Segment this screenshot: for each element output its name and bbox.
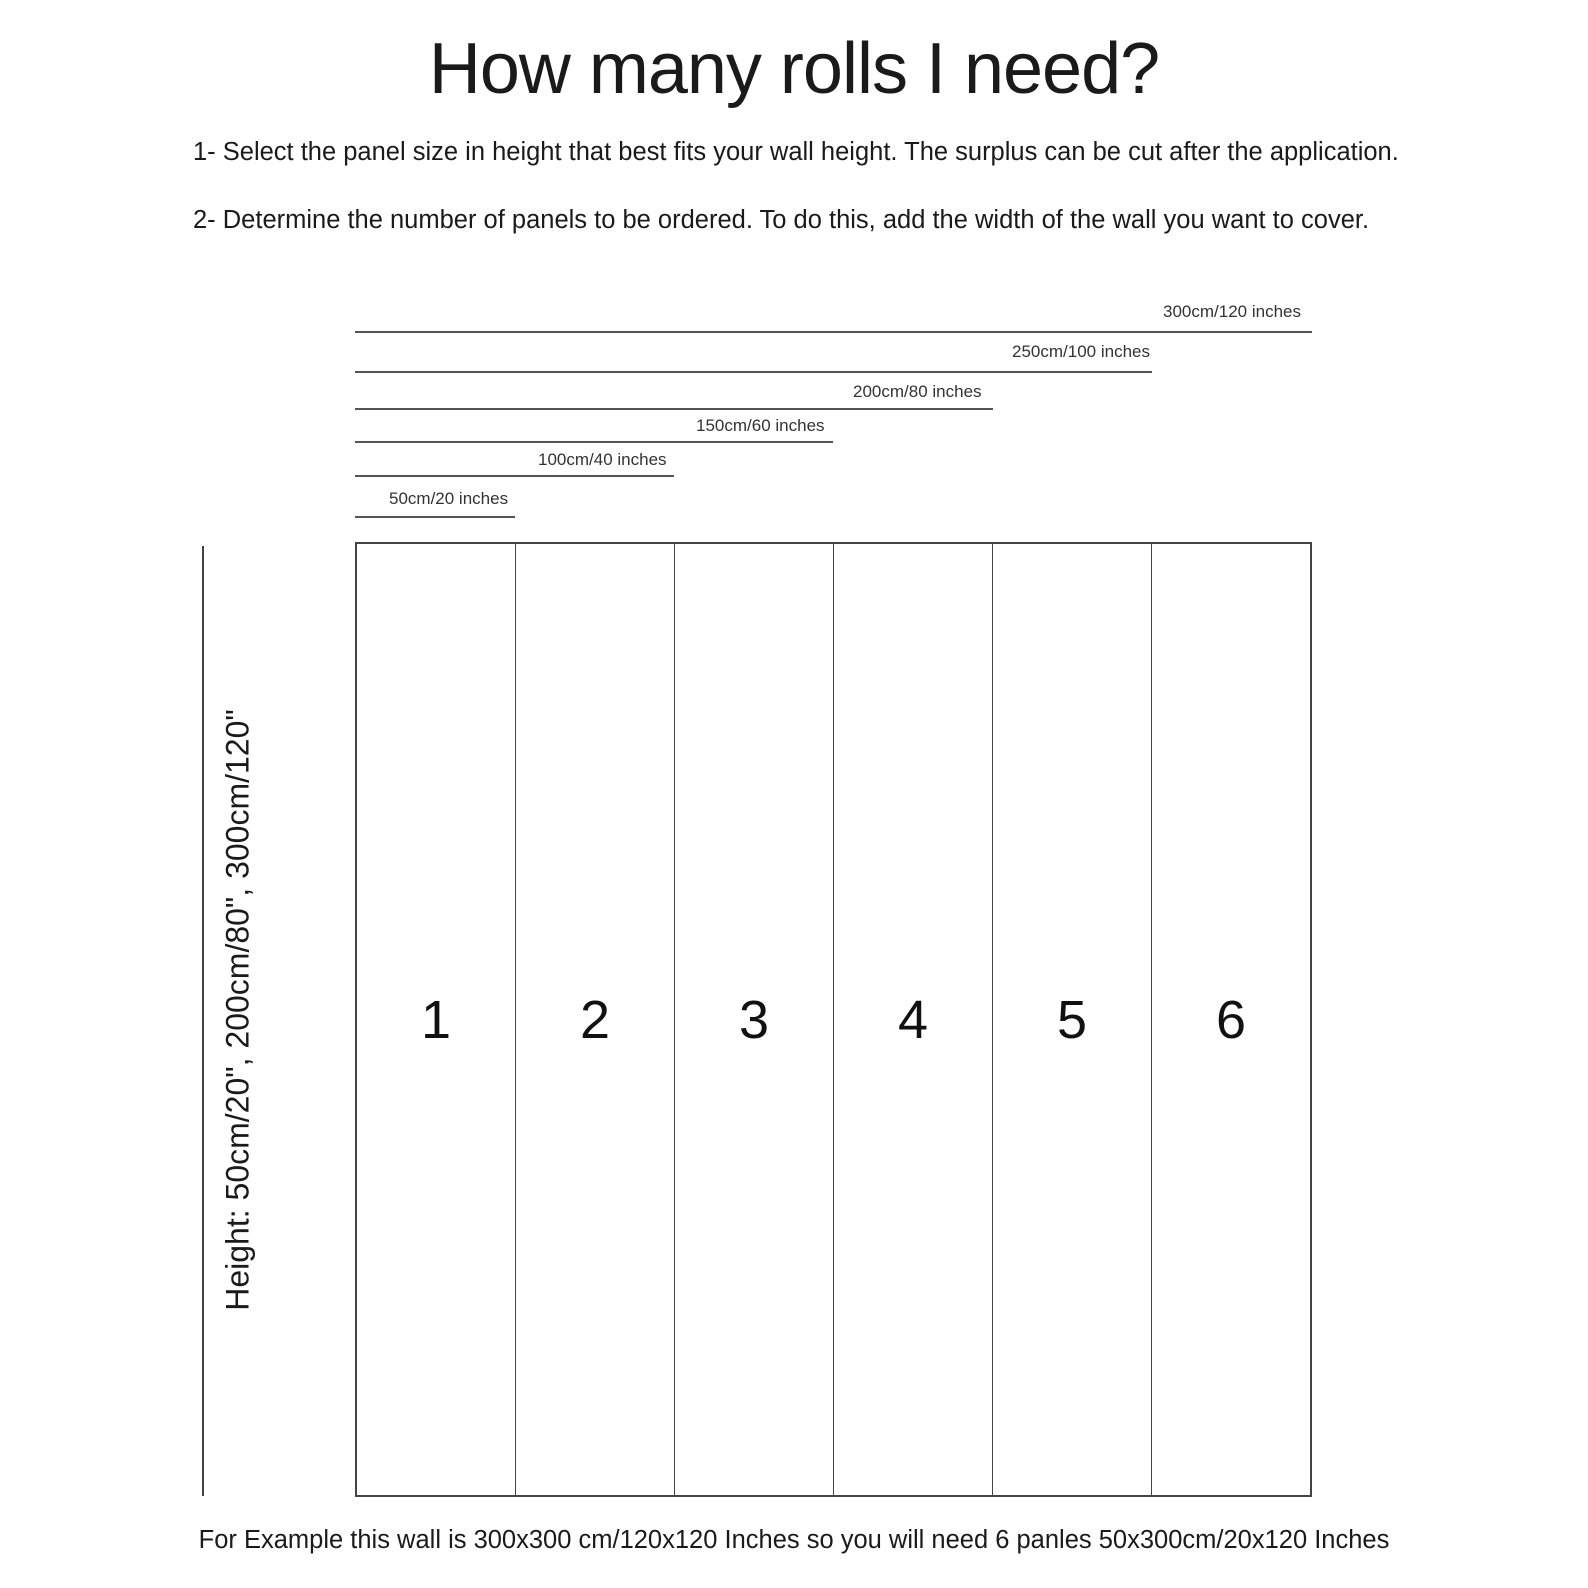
measure-line-200: [355, 408, 993, 410]
panel-1: 1: [357, 544, 516, 1495]
measure-line-100: [355, 475, 674, 477]
measure-label-150: 150cm/60 inches: [696, 416, 825, 435]
measure-label-300: 300cm/120 inches: [1163, 302, 1301, 321]
height-line: [202, 546, 204, 1496]
measure-label-100: 100cm/40 inches: [538, 450, 667, 469]
example-note: For Example this wall is 300x300 cm/120x120 Inches so you will need 6 panles 50x300cm/20x120 Inches: [198, 1526, 1390, 1554]
panel-6: 6: [1215, 989, 1247, 1050]
instruction-step-2: 2- Determine the number of panels to be ordered. To do this, add the width of the wall you want to cover.: [193, 206, 1370, 234]
panel-4: 4: [834, 544, 993, 1495]
panel-2: 2: [516, 544, 675, 1495]
measure-line-250: [355, 371, 1152, 373]
measure-label-200: 200cm/80 inches: [853, 382, 982, 401]
measure-line-50: [355, 516, 515, 518]
page-title: How many rolls I need?: [428, 29, 1160, 109]
panel-5: 5: [993, 544, 1152, 1495]
measure-label-50: 50cm/20 inches: [389, 489, 509, 508]
measure-line-300: [355, 331, 1312, 333]
measure-label-250: 250cm/100 inches: [1012, 342, 1150, 361]
measure-line-150: [355, 441, 833, 443]
panel-3: 3: [675, 544, 834, 1495]
wall-panels: [355, 542, 1312, 1497]
instruction-step-1: 1- Select the panel size in height that best fits your wall height. The surplus can be cut after the application.: [193, 138, 1399, 166]
height-label: Height: 50cm/20", 200cm/80", 300cm/120": [219, 709, 256, 1311]
